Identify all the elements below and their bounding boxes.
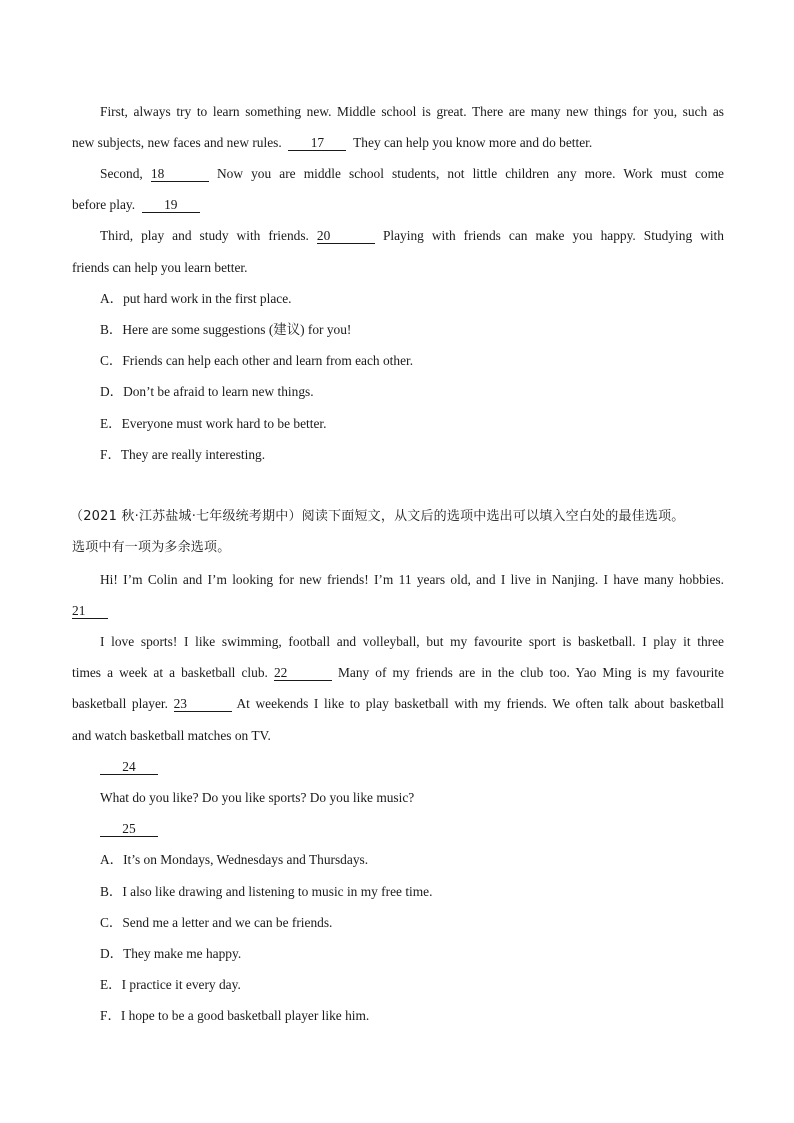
- option-1d: D．Don’t be afraid to learn new things.: [100, 384, 314, 399]
- option-2b: B．I also like drawing and listening to music in my free time.: [100, 884, 433, 899]
- blank-19: 19: [142, 197, 200, 213]
- blank-23: 23: [174, 696, 232, 712]
- passage2-paragraph2-line1: I love sports! I like swimming, football and volleyball, but my favourite sport is basketball. I play it three: [100, 634, 724, 649]
- passage2-paragraph2-line4: and watch basketball matches on TV.: [72, 728, 271, 743]
- blank-18: 18: [151, 166, 209, 182]
- text-segment: Now you are middle school students, not little children any more. Work must come: [216, 166, 724, 181]
- option-1f: F．They are really interesting.: [100, 447, 266, 462]
- option-1b: B．Here are some suggestions (建议) for you!: [100, 322, 352, 337]
- blank-22: 22: [274, 665, 332, 681]
- passage1-paragraph2-line2: [72, 196, 724, 214]
- text-segment: new subjects, new faces and new rules.: [72, 135, 282, 150]
- passage2-blank25-line: [100, 820, 724, 838]
- option-1c: C．Friends can help each other and learn from each other.: [100, 353, 414, 368]
- text-segment: Third, play and study with friends.: [100, 228, 309, 243]
- option-2d: D．They make me happy.: [100, 946, 242, 961]
- passage2-paragraph2-line3: [72, 695, 724, 713]
- text-segment: basketball player.: [72, 696, 168, 711]
- text-segment: They can help you know more and do better.: [353, 135, 593, 150]
- passage2-paragraph1-line2: [72, 602, 724, 620]
- blank-21: 21: [72, 603, 108, 619]
- option-2c: C．Send me a letter and we can be friends.: [100, 915, 333, 930]
- passage2-blank24-line: [100, 758, 724, 776]
- passage1-paragraph3-line2: friends can help you learn better.: [72, 260, 248, 275]
- text-segment: Second,: [100, 166, 143, 181]
- question2-instruction-line1: （2021 秋·江苏盐城·七年级统考期中）阅读下面短文，从文后的选项中选出可以填入空白处的最佳选项。: [70, 509, 685, 524]
- option-2a: A．It’s on Mondays, Wednesdays and Thursdays.: [100, 852, 369, 867]
- passage2-paragraph3-line1: What do you like? Do you like sports? Do you like music?: [100, 790, 415, 805]
- question2-instruction-line2: 选项中有一项为多余选项。: [72, 540, 231, 555]
- text-segment: At weekends I like to play basketball with my friends. We often talk about basketball: [236, 696, 724, 711]
- blank-24: 24: [100, 759, 158, 775]
- text-segment: Playing with friends can make you happy. Studying with: [382, 228, 724, 243]
- option-2f: F．I hope to be a good basketball player like him.: [100, 1008, 370, 1023]
- text-segment: times a week at a basketball club.: [72, 665, 268, 680]
- option-2e: E．I practice it every day.: [100, 977, 241, 992]
- text-segment: Many of my friends are in the club too. Yao Ming is my favourite: [338, 665, 724, 680]
- blank-17: 17: [288, 135, 346, 151]
- option-1e: E．Everyone must work hard to be better.: [100, 416, 327, 431]
- passage2-paragraph2-line2: [72, 664, 724, 682]
- text-segment: before play.: [72, 197, 136, 212]
- passage1-paragraph1-line2: [72, 134, 724, 152]
- blank-20: 20: [317, 228, 375, 244]
- passage1-paragraph1-line1: First, always try to learn something new. Middle school is great. There are many new things for you, such as: [100, 104, 724, 119]
- blank-25: 25: [100, 821, 158, 837]
- passage1-paragraph2-line1: [100, 165, 724, 183]
- passage1-paragraph3-line1: [100, 227, 724, 245]
- passage2-paragraph1-line1: Hi! I’m Colin and I’m looking for new friends! I’m 11 years old, and I live in Nanjing. I have many hobbies.: [100, 572, 724, 587]
- option-1a: A．put hard work in the first place.: [100, 291, 292, 306]
